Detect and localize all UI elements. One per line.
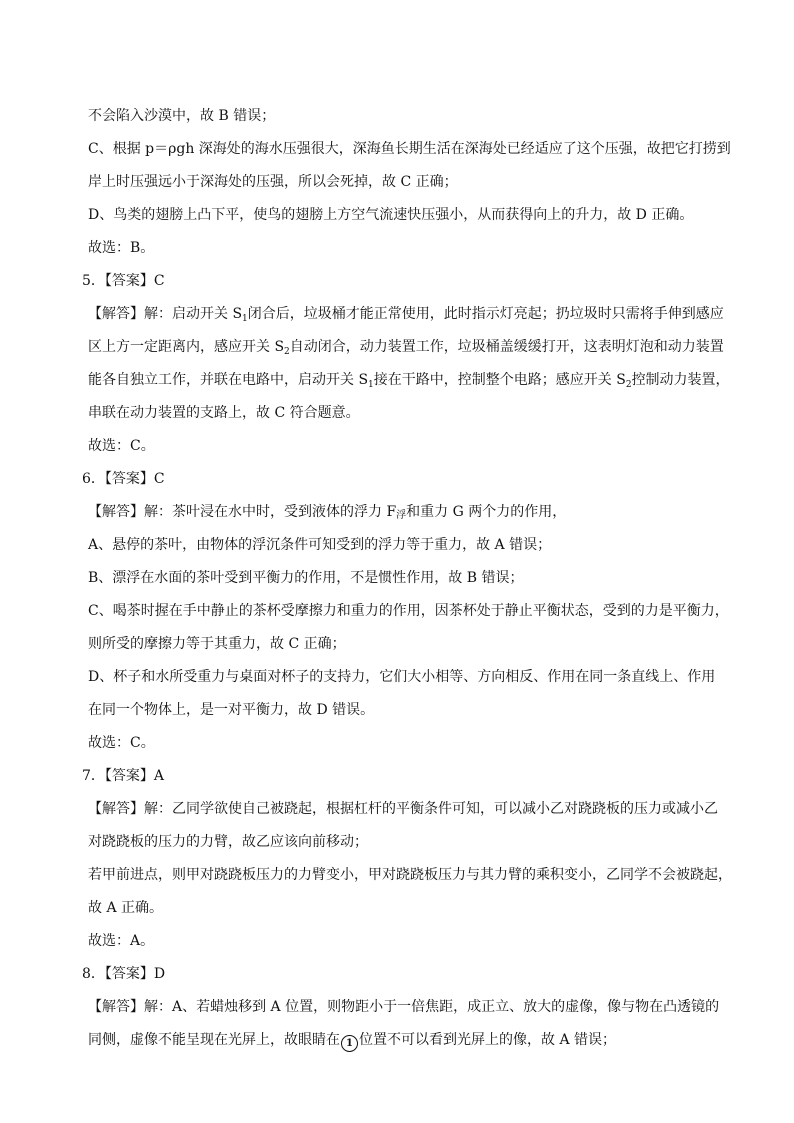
q6-option-c-line1: C、喝茶时握在手中静止的茶杯受摩擦力和重力的作用，因茶杯处于静止平衡状态，受到的力是平衡力，	[88, 603, 729, 619]
q5-answer-header: 5．【答案】C	[82, 273, 165, 289]
q4-option-c-line2: 岸上时压强远小于深海处的压强，所以会死掉，故 C 正确；	[88, 174, 458, 190]
q5-solution-line1: 【解答】解：启动开关 $S_1$闭合后，垃圾桶才能正常使用，此时指示灯亮起；扔垃圾时只需将手伸到感应	[88, 306, 724, 324]
q5-select: 故选：C。	[88, 438, 155, 454]
q4-select: 故选：B。	[88, 240, 155, 256]
q5-solution-line4: 串联在动力装置的支路上，故 C 符合题意。	[88, 405, 360, 421]
q6-option-c-line2: 则所受的摩擦力等于其重力，故 C 正确；	[88, 636, 346, 652]
q7-solution-line2: 对跷跷板的压力的力臂，故乙应该向前移动；	[88, 834, 368, 850]
q5-solution-line3: 能各自独立工作，并联在电路中，启动开关 $S_1$接在干路中，控制整个电路；感应开关 $S_2$控制动力装置，	[88, 372, 730, 390]
q7-answer-header: 7．【答案】A	[82, 768, 165, 784]
q7-solution-line4: 故 A 正确。	[88, 900, 164, 916]
q6-option-a: A、悬停的茶叶，由物体的浮沉条件可知受到的浮力等于重力，故 A 错误；	[88, 537, 552, 553]
q6-option-b: B、漂浮在水面的茶叶受到平衡力的作用，不是惯性作用，故 B 错误；	[88, 570, 524, 586]
q6-solution-line1: 【解答】解：茶叶浸在水中时，受到液体的浮力 $F_浮$和重力 G 两个力的作用，	[88, 504, 567, 521]
q6-option-d-line1: D、杯子和水所受重力与桌面对杯子的支持力，它们大小相等、方向相反、作用在同一条直线上、作用	[88, 669, 716, 685]
q7-solution-line1: 【解答】解：乙同学欲使自己被跷起，根据杠杆的平衡条件可知，可以减小乙对跷跷板的压力或减小乙	[88, 801, 718, 817]
q7-select: 故选：A。	[88, 933, 155, 949]
q6-option-d-line2: 在同一个物体上，是一对平衡力，故 D 错误。	[88, 702, 375, 718]
q4-continuation: 不会陷入沙漠中，故 B 错误；	[88, 108, 276, 124]
q4-option-d: D、鸟类的翅膀上凸下平，使鸟的翅膀上方空气流速快压强小，从而获得向上的升力，故 D 正确。	[88, 207, 694, 223]
q7-solution-line3: 若甲前进点，则甲对跷跷板压力的力臂变小，甲对跷跷板压力与其力臂的乘积变小，乙同学不会被跷起，	[88, 867, 732, 883]
q6-select: 故选：C。	[88, 735, 155, 751]
q4-option-c-line1: C、根据 p＝ρgh 深海处的海水压强很大，深海鱼长期生活在深海处已经适应了这个压强，故把它打捞到	[88, 141, 731, 157]
q8-solution-line2: 同侧，虚像不能呈现在光屏上，故眼睛在 1 位置不可以看到光屏上的像，故 A 错误；	[88, 1024, 734, 1057]
q5-solution-line2: 区上方一定距离内，感应开关 $S_2$自动闭合，动力装置工作，垃圾桶盖缓缓打开，这表明灯泡和动力装置	[88, 339, 724, 357]
circled-number-one: 1	[341, 1035, 358, 1052]
q6-answer-header: 6．【答案】C	[82, 471, 165, 487]
q8-answer-header: 8．【答案】D	[82, 966, 166, 982]
q8-solution-line1: 【解答】解：A、若蜡烛移到 A 位置，则物距小于一倍焦距，成正立、放大的虚像，像与物在凸透镜的	[88, 999, 720, 1015]
